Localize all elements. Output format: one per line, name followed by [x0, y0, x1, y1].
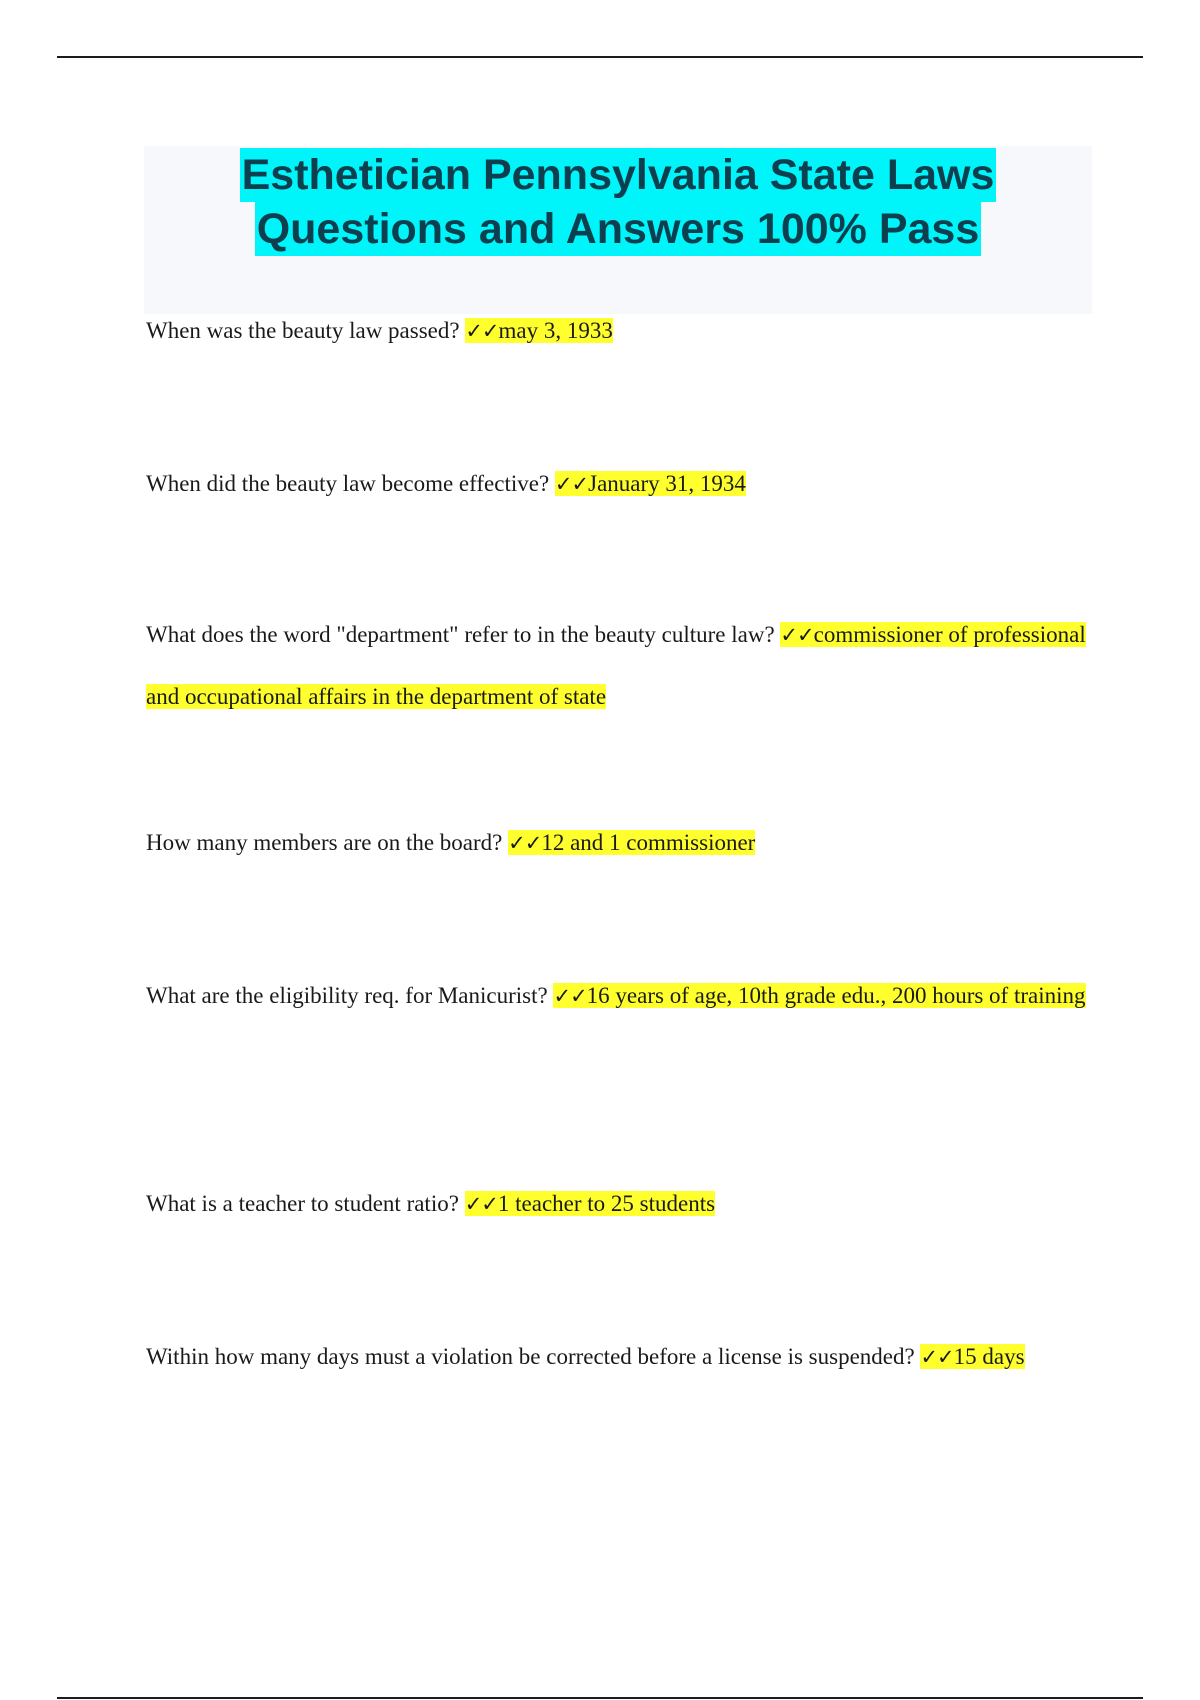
- answer-text: 16 years of age, 10th grade edu., 200 hours of training: [586, 983, 1086, 1008]
- qa-item: [146, 812, 1106, 874]
- title-block: [144, 146, 1092, 314]
- answer-highlight: [508, 830, 755, 855]
- answer-text: 12 and 1 commissioner: [541, 830, 756, 855]
- qa-item: [146, 1326, 1106, 1388]
- answer-highlight: [465, 1191, 715, 1216]
- answer-text: 15 days: [953, 1344, 1025, 1369]
- double-check-icon: ✓✓: [920, 1345, 954, 1369]
- top-rule: [57, 56, 1143, 58]
- double-check-icon: ✓✓: [508, 831, 542, 855]
- bottom-rule: [57, 1697, 1143, 1699]
- double-check-icon: ✓✓: [553, 984, 587, 1008]
- double-check-icon: ✓✓: [464, 1192, 498, 1216]
- answer-text: commissioner of professional and occupational affairs in the department of state: [146, 622, 1086, 709]
- qa-item: [146, 1173, 1106, 1235]
- question-text: What are the eligibility req. for Manicurist?: [146, 983, 554, 1008]
- question-text: What does the word "department" refer to in the beauty culture law?: [146, 622, 781, 647]
- qa-item: [146, 300, 1106, 362]
- question-text: Within how many days must a violation be corrected before a license is suspended?: [146, 1344, 921, 1369]
- answer-highlight: [555, 471, 746, 496]
- qa-item: [146, 965, 1106, 1027]
- qa-item: [146, 604, 1106, 727]
- question-text: How many members are on the board?: [146, 830, 509, 855]
- answer-highlight: [553, 983, 1085, 1008]
- answer-highlight: [465, 318, 613, 343]
- double-check-icon: ✓✓: [780, 623, 814, 647]
- answer-text: 1 teacher to 25 students: [497, 1191, 716, 1216]
- qa-item: [146, 453, 1106, 515]
- answer-text: may 3, 1933: [498, 318, 613, 343]
- question-text: When did the beauty law become effective?: [146, 471, 555, 496]
- double-check-icon: ✓✓: [465, 319, 499, 343]
- title-line-1: Esthetician Pennsylvania State Laws: [240, 148, 997, 202]
- question-text: When was the beauty law passed?: [146, 318, 466, 343]
- answer-highlight: [920, 1344, 1024, 1369]
- question-text: What is a teacher to student ratio?: [146, 1191, 465, 1216]
- answer-text: January 31, 1934: [588, 471, 746, 496]
- title-line-2: Questions and Answers 100% Pass: [255, 202, 982, 256]
- double-check-icon: ✓✓: [554, 472, 589, 496]
